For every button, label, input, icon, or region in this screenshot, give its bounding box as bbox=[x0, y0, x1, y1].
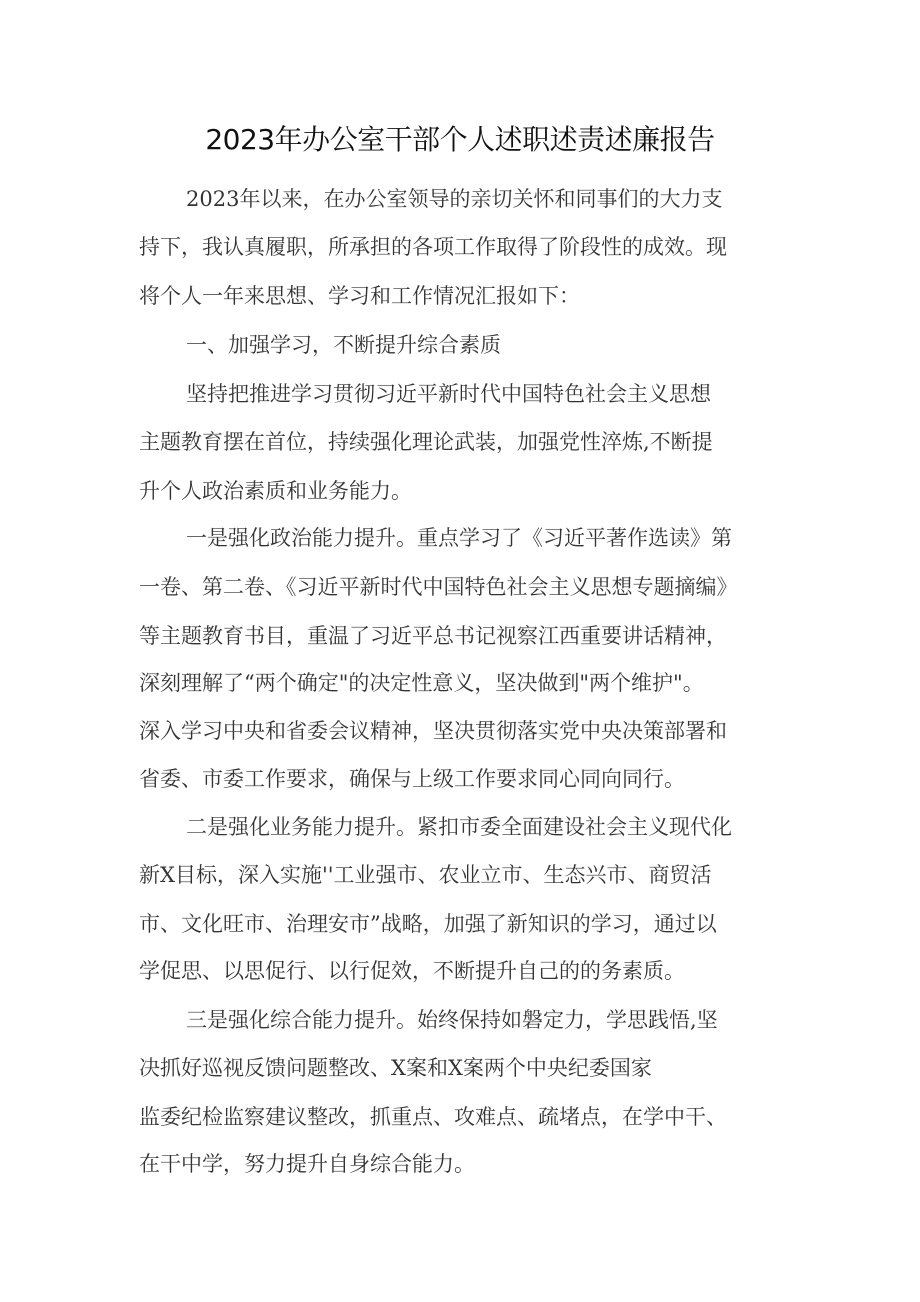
section-heading: 一、加强学习，不断提升综合素质 bbox=[186, 333, 501, 357]
paragraph-line: 省委、市委工作要求，确保与上级工作要求同心同向同行。 bbox=[139, 767, 685, 791]
paragraph-line: 市、文化旺市、治理安市”战略，加强了新知识的学习，通过以 bbox=[139, 912, 717, 936]
paragraph-line: 将个人一年来思想、学习和工作情况汇报如下： bbox=[139, 284, 580, 308]
paragraph-line: 升个人政治素质和业务能力。 bbox=[139, 479, 412, 503]
paragraph-line: 学促思、以思促行、以行促效，不断提升自己的的务素质。 bbox=[139, 959, 685, 983]
paragraph-line: 主题教育摆在首位，持续强化理论武装，加强党性淬炼,不断提 bbox=[139, 430, 713, 454]
paragraph-line: 等主题教育书目，重温了习近平总书记视察江西重要讲话精神， bbox=[139, 624, 727, 648]
paragraph-line: 在干中学，努力提升自身综合能力。 bbox=[139, 1152, 475, 1176]
paragraph-line: 深刻理解了“两个确定"的决定性意义，坚决做到"两个维护"。 bbox=[139, 671, 704, 695]
paragraph-line: 决抓好巡视反馈问题整改、X案和X案两个中央纪委国家 bbox=[139, 1056, 652, 1080]
paragraph-line: 深入学习中央和省委会议精神，坚决贯彻落实党中央决策部署和 bbox=[139, 719, 727, 743]
paragraph-line: 监委纪检监察建议整改，抓重点、攻难点、疏堵点，在学中干、 bbox=[139, 1105, 727, 1129]
paragraph-line: 2023年以来，在办公室领导的亲切关怀和同事们的大力支 bbox=[186, 187, 723, 211]
paragraph-line: 新X目标，深入实施''工业强市、农业立市、生态兴市、商贸活 bbox=[139, 863, 712, 887]
document-title: 2023年办公室干部个人述职述责述廉报告 bbox=[205, 123, 715, 156]
paragraph-line: 二是强化业务能力提升。紧扣市委全面建设社会主义现代化 bbox=[186, 815, 732, 839]
paragraph-line: 持下，我认真履职，所承担的各项工作取得了阶段性的成效。现 bbox=[139, 235, 727, 259]
paragraph-line: 一是强化政治能力提升。重点学习了《习近平著作选读》第 bbox=[186, 526, 732, 550]
paragraph-line: 三是强化综合能力提升。始终保持如磐定力，学思践悟,坚 bbox=[186, 1008, 718, 1032]
paragraph-line: 一卷、第二卷、《习近平新时代中国特色社会主义思想专题摘编》 bbox=[139, 575, 738, 599]
paragraph-line: 坚持把推进学习贯彻习近平新时代中国特色社会主义思想 bbox=[186, 382, 711, 406]
